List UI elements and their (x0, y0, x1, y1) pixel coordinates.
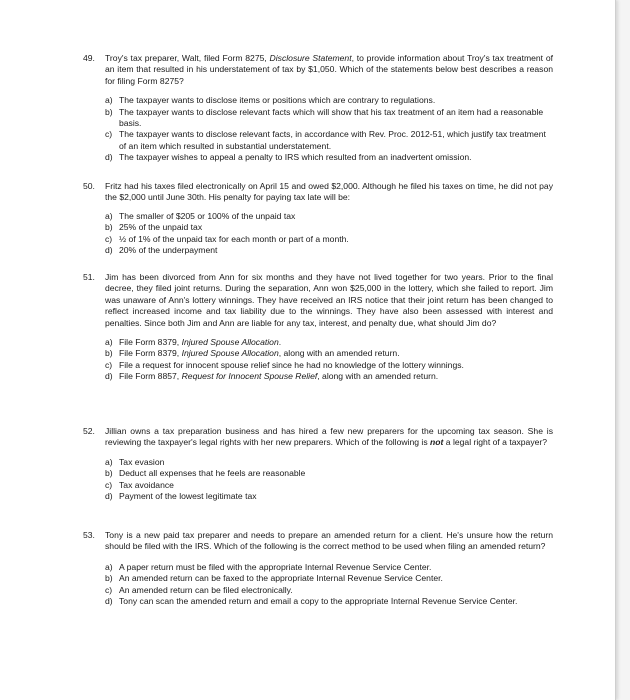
question-number: 52. (83, 426, 95, 436)
option-c: c) Tax avoidance (105, 479, 174, 490)
option-b: b) Deduct all expenses that he feels are reasonable (105, 468, 306, 479)
question-text: Tony is a new paid tax preparer and needs to prepare an amended return for a client. He's unsure how the return should be filed with the IRS. Which of the following is the correct method to be used when filing an amended return? (105, 530, 553, 552)
option-c: c) File a request for innocent spouse relief since he had no knowledge of the lottery winnings. (105, 359, 464, 370)
option-a: a) Tax evasion (105, 456, 165, 467)
question-number: 50. (83, 181, 95, 191)
answer-options (105, 562, 553, 608)
option-d: d) The taxpayer wishes to appeal a penalty to IRS which resulted from an inadvertent omission. (105, 152, 472, 163)
option-c: c) ½ of 1% of the unpaid tax for each month or part of a month. (105, 233, 349, 244)
question-49 (83, 53, 553, 164)
question-text: Jillian owns a tax preparation business and has hired a few new preparers for the upcoming tax season. She is reviewing the taxpayer's legal rights with her new preparers. Which of the following is not a legal right of a taxpayer? (105, 426, 553, 448)
question-text: Troy's tax preparer, Walt, filed Form 8275, Disclosure Statement, to provide information about Troy's tax treatment of an item that resulted in his understatement of tax by $1,050. Which of the statements below best describes a reason for filing Form 8275? (105, 53, 553, 86)
option-c: c) An amended return can be filed electronically. (105, 584, 293, 595)
question-number: 49. (83, 53, 95, 63)
option-d: d) Tony can scan the amended return and email a copy to the appropriate Internal Revenue Service Center. (105, 596, 518, 607)
option-a: a) The taxpayer wants to disclose items or positions which are contrary to regulations. (105, 95, 436, 106)
question-number: 53. (83, 530, 95, 540)
option-d: d) File Form 8857, Request for Innocent Spouse Relief, along with an amended return. (105, 371, 439, 382)
answer-options (105, 211, 553, 257)
question-51 (83, 272, 553, 383)
option-b: b) 25% of the unpaid tax (105, 222, 203, 233)
option-a: a) A paper return must be filed with the appropriate Internal Revenue Service Center. (105, 561, 432, 572)
question-50 (83, 181, 553, 256)
option-d: d) Payment of the lowest legitimate tax (105, 491, 257, 502)
answer-options (105, 337, 553, 383)
answer-options (105, 95, 553, 163)
option-d: d) 20% of the underpayment (105, 245, 218, 256)
question-text: Jim has been divorced from Ann for six months and they have not lived together for two years. Prior to the final decree, they filed joint returns. During the separation, Ann won $25,000 in the lottery, which she failed to report. Jim was unaware of Ann's lottery winnings. They have received an IRS notice that their joint return has been changed to reflect increased income and tax liability due to the winnings. They have also been assessed with interest and penalties. Since both Jim and Ann are liable for any tax, interest, and penalty due, what should Jim do? (105, 272, 553, 328)
question-53 (83, 530, 553, 607)
option-b: b) An amended return can be faxed to the appropriate Internal Revenue Service Center. (105, 573, 443, 584)
question-52 (83, 426, 553, 502)
question-number: 51. (83, 272, 95, 282)
option-a: a) The smaller of $205 or 100% of the unpaid tax (105, 210, 296, 221)
question-text: Fritz had his taxes filed electronically on April 15 and owed $2,000. Although he filed his taxes on time, he did not pay the $2,000 until June 30th. His penalty for paying tax late will be: (105, 181, 553, 203)
option-c: c) The taxpayer wants to disclose relevant facts, in accordance with Rev. Proc. 2012-51, which justify tax treatment of an item which resulted in substantial understatement. (105, 129, 546, 151)
option-b: b) File Form 8379, Injured Spouse Allocation, along with an amended return. (105, 348, 400, 359)
option-a: a) File Form 8379, Injured Spouse Allocation. (105, 337, 282, 348)
option-b: b) The taxpayer wants to disclose relevant facts which will show that his tax treatment of an item had a reasonable basis. (105, 106, 544, 129)
answer-options (105, 457, 553, 503)
